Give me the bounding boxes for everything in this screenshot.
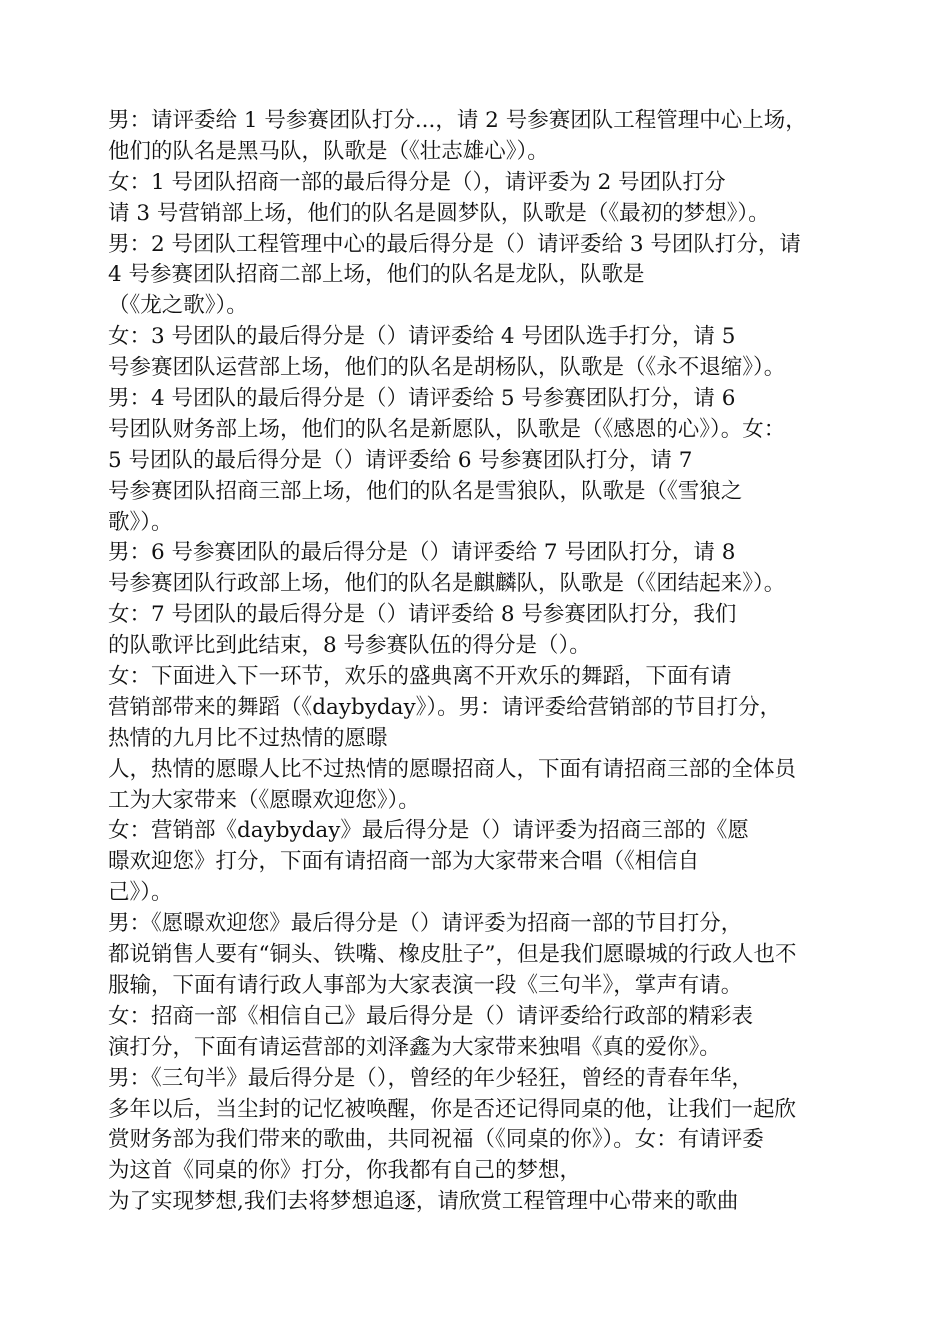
text-line: 服输，下面有请行政人事部为大家表演一段《三句半》，掌声有请。 xyxy=(108,972,743,998)
text-line: 多年以后，当尘封的记忆被唤醒，你是否还记得同桌的他，让我们一起欣 xyxy=(108,1096,797,1122)
text-line: 请 3 号营销部上场，他们的队名是圆梦队，队歌是（《最初的梦想》）。 xyxy=(108,200,770,226)
text-line: 男：6 号参赛团队的最后得分是（）请评委给 7 号团队打分，请 8 xyxy=(108,540,736,566)
text-line: 男：《三句半》最后得分是（），曾经的年少轻狂，曾经的青春年华， xyxy=(108,1065,754,1091)
text-line: （《龙之歌》）。 xyxy=(108,293,248,319)
text-line: 人，热情的愿暻人比不过热情的愿暻招商人，下面有请招商三部的全体员 xyxy=(108,756,797,782)
document-body xyxy=(108,106,888,1218)
text-line: 女：营销部《daybyday》最后得分是（）请评委为招商三部的《愿 xyxy=(108,818,749,844)
text-line: 女：1 号团队招商一部的最后得分是（），请评委为 2 号团队打分 xyxy=(108,169,726,195)
text-line: 歌》）。 xyxy=(108,509,173,535)
text-line: 为这首《同桌的你》打分，你我都有自己的梦想， xyxy=(108,1158,582,1184)
text-line: 女：7 号团队的最后得分是（）请评委给 8 号参赛团队打分，我们 xyxy=(108,602,737,628)
text-line: 女：下面进入下一环节，欢乐的盛典离不开欢乐的舞蹈，下面有请 xyxy=(108,664,732,690)
text-line: 热情的九月比不过热情的愿暻 xyxy=(108,725,388,751)
text-line: 赏财务部为我们带来的歌曲，共同祝福（《同桌的你》）。女：有请评委 xyxy=(108,1127,764,1153)
text-line: 演打分，下面有请运营部的刘泽鑫为大家带来独唱《真的爱你》。 xyxy=(108,1034,721,1060)
text-line: 4 号参赛团队招商二部上场，他们的队名是龙队，队歌是 xyxy=(108,262,645,288)
text-line: 的队歌评比到此结束，8 号参赛队伍的得分是（）。 xyxy=(108,633,591,659)
text-line: 工为大家带来（《愿暻欢迎您》）。 xyxy=(108,787,420,813)
text-line: 为了实现梦想,我们去将梦想追逐，请欣赏工程管理中心带来的歌曲 xyxy=(108,1189,739,1215)
text-line: 女：招商一部《相信自己》最后得分是（）请评委给行政部的精彩表 xyxy=(108,1003,754,1029)
text-line: 号团队财务部上场，他们的队名是新愿队，队歌是（《感恩的心》）。女： xyxy=(108,416,786,442)
text-line: 号参赛团队运营部上场，他们的队名是胡杨队，队歌是（《永不退缩》）。 xyxy=(108,355,786,381)
text-line: 男：4 号团队的最后得分是（）请评委给 5 号参赛团队打分，请 6 xyxy=(108,386,736,412)
text-line: 男：《愿暻欢迎您》最后得分是（）请评委为招商一部的节目打分， xyxy=(108,911,743,937)
text-line: 他们的队名是黑马队，队歌是（《壮志雄心》）。 xyxy=(108,138,549,164)
text-line: 都说销售人要有“铜头、铁嘴、橡皮肚子”，但是我们愿暻城的行政人也不 xyxy=(108,942,797,968)
text-line: 男：2 号团队工程管理中心的最后得分是（）请评委给 3 号团队打分，请 xyxy=(108,231,801,257)
text-line: 5 号团队的最后得分是（）请评委给 6 号参赛团队打分，请 7 xyxy=(108,447,693,473)
text-line: 暻欢迎您》打分，下面有请招商一部为大家带来合唱（《相信自 xyxy=(108,849,700,875)
text-line: 女：3 号团队的最后得分是（）请评委给 4 号团队选手打分，请 5 xyxy=(108,324,736,350)
text-line: 营销部带来的舞蹈（《daybyday》）。男：请评委给营销部的节目打分， xyxy=(108,694,782,720)
text-line: 号参赛团队行政部上场，他们的队名是麒麟队，队歌是（《团结起来》）。 xyxy=(108,571,786,597)
text-line: 己》）。 xyxy=(108,880,173,906)
text-line: 号参赛团队招商三部上场，他们的队名是雪狼队，队歌是（《雪狼之 xyxy=(108,478,743,504)
text-line: 男：请评委给 1 号参赛团队打分...，请 2 号参赛团队工程管理中心上场， xyxy=(108,108,807,133)
